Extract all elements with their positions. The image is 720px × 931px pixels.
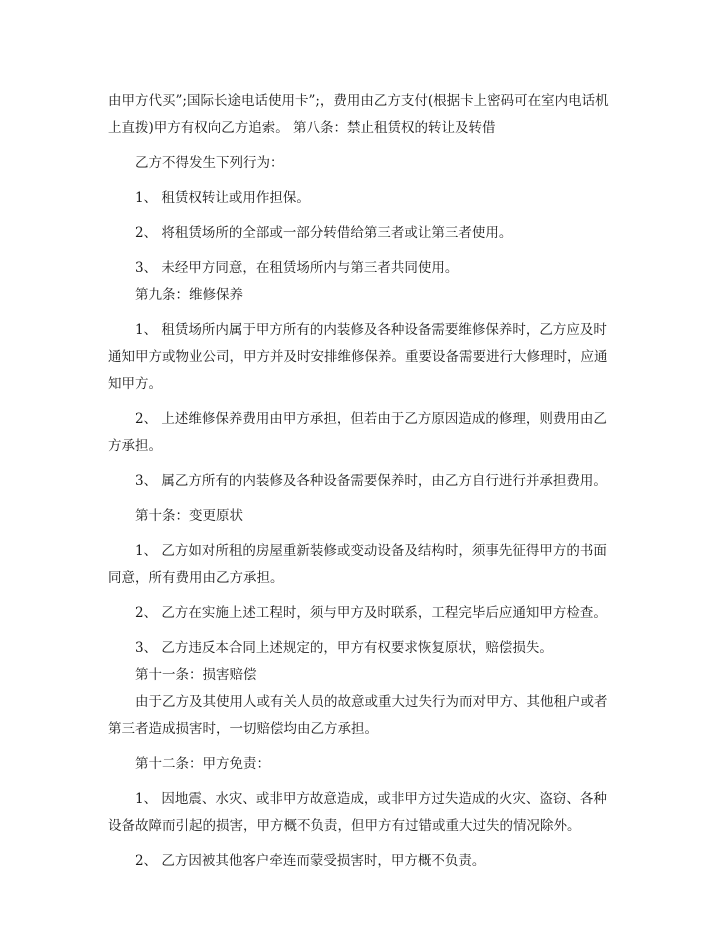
- contract-body: [108, 88, 620, 875]
- paragraph-continuation-article-8: 由甲方代买”;国际长途电话使用卡”;，费用由乙方支付(根据卡上密码可在室内电话机上直拨)甲方有权向乙方追索。 第八条：禁止租赁权的转让及转借: [108, 93, 609, 136]
- paragraph-prohibited-acts-intro: 乙方不得发生下列行为：: [135, 155, 284, 171]
- heading-article-11: 第十一条：损害赔偿: [135, 667, 257, 683]
- heading-article-10: 第十条：变更原状: [135, 508, 243, 524]
- list-item-9-2: 2、 上述维修保养费用由甲方承担，但若由于乙方原因造成的修理，则费用由乙方承担。: [108, 411, 607, 454]
- heading-article-12: 第十二条：甲方免责：: [135, 756, 270, 772]
- list-item-10-2: 2、 乙方在实施上述工程时，须与甲方及时联系，工程完毕后应通知甲方检查。: [135, 605, 607, 621]
- list-item-9-1: 1、 租赁场所内属于甲方所有的内装修及各种设备需要维修保养时，乙方应及时通知甲方或物业公司，甲方并及时安排维修保养。重要设备需要进行大修理时，应通知甲方。: [108, 322, 608, 392]
- paragraph-article-11: 由于乙方及其使用人或有关人员的故意或重大过失行为而对甲方、其他租户或者第三者造成损害时，一切赔偿均由乙方承担。: [108, 694, 608, 737]
- list-item-8-1: 1、 租赁权转让或用作担保。: [135, 190, 310, 206]
- heading-article-9: 第九条：维修保养: [135, 287, 243, 303]
- list-item-8-2: 2、 将租赁场所的全部或一部分转借给第三者或让第三者使用。: [135, 225, 513, 241]
- list-item-10-3: 3、 乙方违反本合同上述规定的，甲方有权要求恢复原状，赔偿损失。: [135, 640, 553, 656]
- list-item-12-1: 1、 因地震、水灾、或非甲方故意造成，或非甲方过失造成的火灾、盗窃、各种设备故障而引起的损害，甲方概不负责，但甲方有过错或重大过失的情况除外。: [108, 791, 607, 834]
- list-item-10-1: 1、 乙方如对所租的房屋重新装修或变动设备及结构时，须事先征得甲方的书面同意，所有费用由乙方承担。: [108, 543, 607, 586]
- list-item-9-3: 3、 属乙方所有的内装修及各种设备需要保养时，由乙方自行进行并承担费用。: [135, 473, 607, 489]
- list-item-8-3: 3、 未经甲方同意，在租赁场所内与第三者共同使用。: [135, 260, 459, 276]
- list-item-12-2: 2、 乙方因被其他客户牵连而蒙受损害时，甲方概不负责。: [135, 853, 486, 869]
